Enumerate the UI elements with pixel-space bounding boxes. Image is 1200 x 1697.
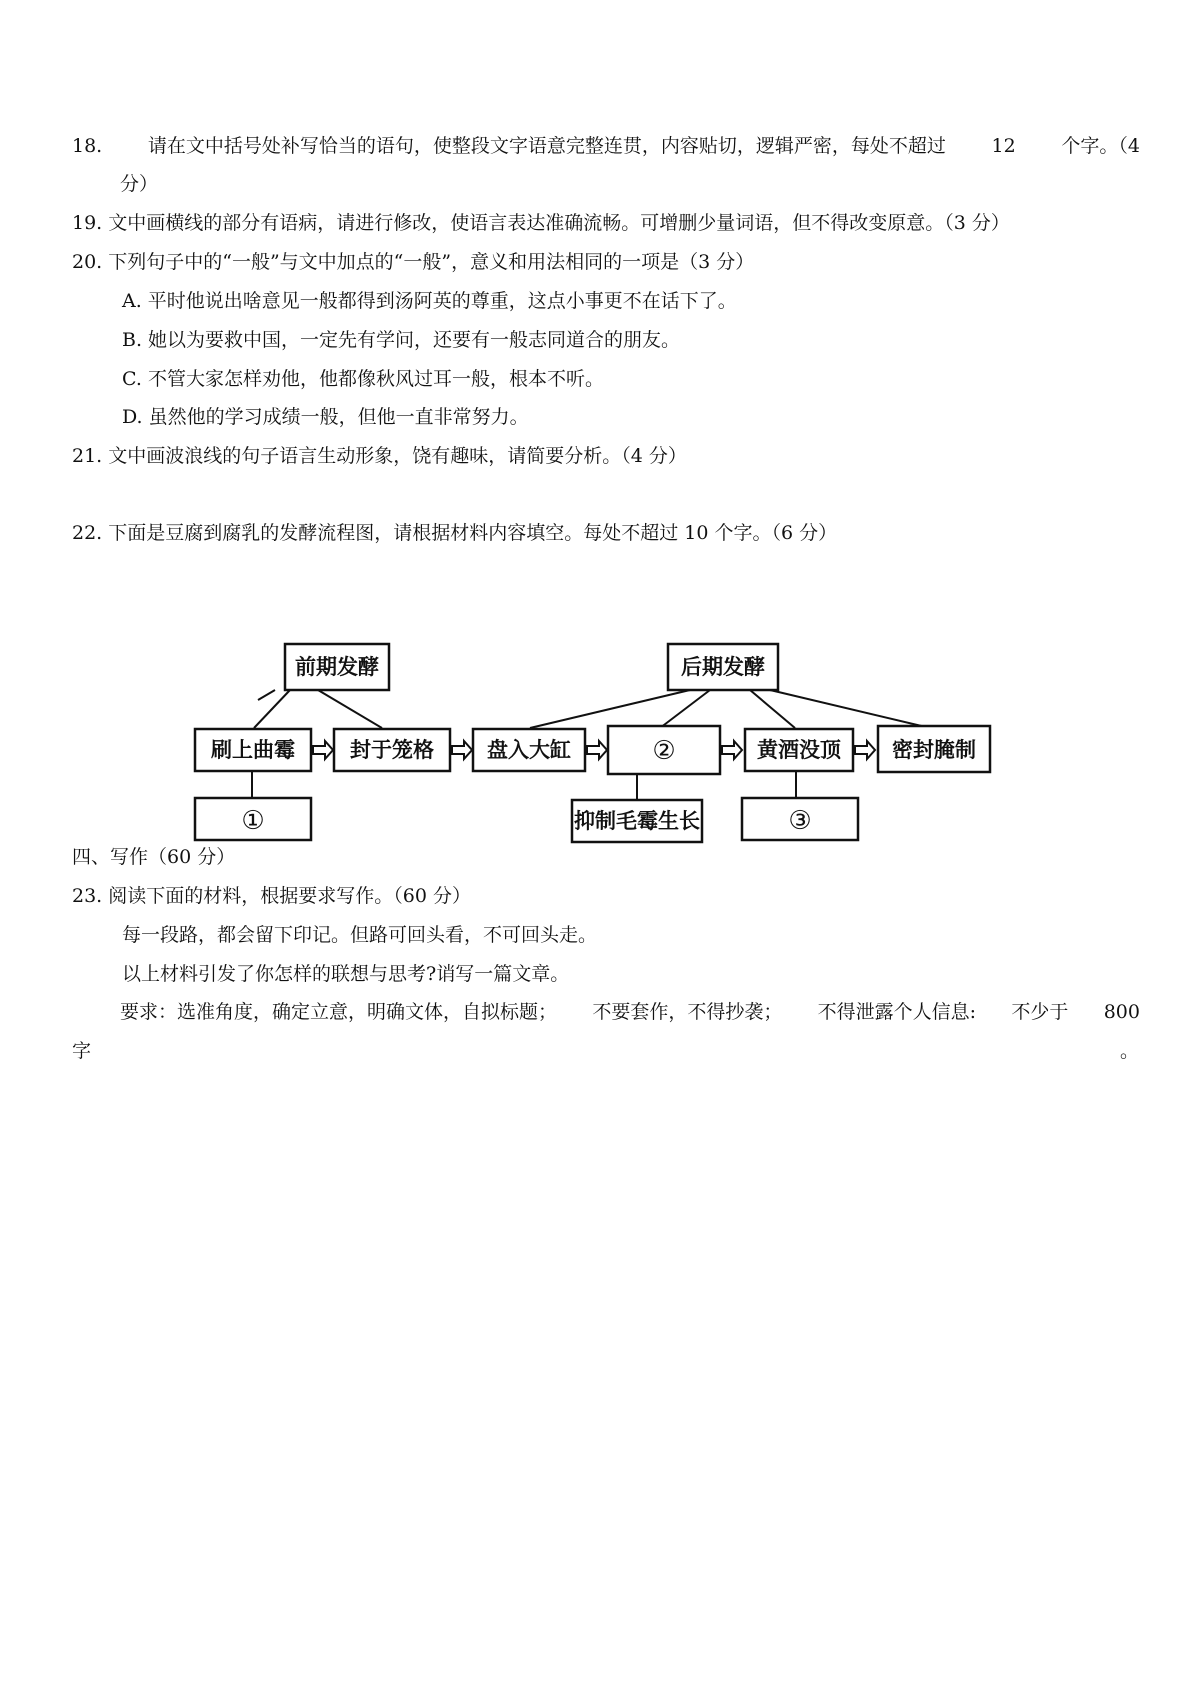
question-20-option-b: B. 她以为要救中国，一定先有学问，还要有一般志同道合的朋友。 bbox=[122, 329, 681, 351]
step-label: 刷上曲霉 bbox=[211, 738, 295, 762]
question-23-prompt: 以上材料引发了你怎样的联想与思考?诮写一篇文章。 bbox=[122, 963, 570, 985]
requirement-part: 800 bbox=[1103, 1001, 1140, 1023]
fermentation-flowchart bbox=[190, 638, 1070, 868]
connector-line bbox=[258, 690, 275, 700]
blank-1-label: ① bbox=[241, 806, 265, 836]
connector-line bbox=[318, 690, 382, 728]
connector-line bbox=[770, 690, 930, 728]
section-4-heading: 四、写作（60 分） bbox=[72, 846, 236, 868]
flow-arrow bbox=[587, 741, 607, 759]
q18-part: 个字。（4 bbox=[1061, 135, 1140, 157]
flow-arrow bbox=[313, 741, 333, 759]
question-18 bbox=[72, 134, 1140, 158]
requirements-continued: 字 bbox=[72, 1040, 92, 1062]
q18-part: 18. bbox=[72, 135, 103, 157]
blank-2-label: ② bbox=[652, 736, 676, 766]
flow-arrow bbox=[722, 741, 742, 759]
question-20-option-c: C. 不管大家怎样劝他，他都像秋风过耳一般，根本不听。 bbox=[122, 368, 604, 390]
question-18-continued: 分） bbox=[120, 173, 159, 195]
connector-line bbox=[750, 690, 795, 728]
question-23-requirements bbox=[120, 1000, 1140, 1024]
question-21: 21. 文中画波浪线的句子语言生动形象，饶有趣味，请简要分析。（4 分） bbox=[72, 445, 687, 467]
step-label: 黄酒没顶 bbox=[757, 738, 841, 762]
step-label: 盘入大缸 bbox=[487, 738, 571, 762]
requirement-part: 不得泄露个人信息: bbox=[817, 1001, 977, 1023]
inhibit-mold-label: 抑制毛霉生长 bbox=[574, 809, 700, 833]
requirement-part: 不要套作，不得抄袭； bbox=[592, 1001, 783, 1023]
requirement-part: 不少于 bbox=[1011, 1001, 1069, 1023]
requirements-end-punct: 。 bbox=[1120, 1040, 1140, 1062]
question-23-material: 每一段路，都会留下印记。但路可回头看，不可回头走。 bbox=[122, 924, 598, 946]
late-fermentation-label: 后期发酵 bbox=[681, 655, 765, 679]
q18-part: 12 bbox=[991, 135, 1016, 157]
flow-arrow bbox=[452, 741, 472, 759]
blank-3-label: ③ bbox=[788, 806, 812, 836]
question-22: 22. 下面是豆腐到腐乳的发酵流程图，请根据材料内容填空。每处不超过 10 个字。（6 分） bbox=[72, 522, 838, 544]
step-label: 密封腌制 bbox=[892, 738, 976, 762]
q18-part: 请在文中括号处补写恰当的语句，使整段文字语意完整连贯，内容贴切，逻辑严密，每处不超过 bbox=[147, 135, 946, 157]
connector-line bbox=[254, 690, 290, 728]
question-19: 19. 文中画横线的部分有语病，请进行修改，使语言表达准确流畅。可增删少量词语，但不得改变原意。（3 分） bbox=[72, 212, 1010, 234]
requirement-part: 要求：选准角度，确定立意，明确文体，自拟标题； bbox=[120, 1001, 558, 1023]
question-20-option-d: D. 虽然他的学习成绩一般，但他一直非常努力。 bbox=[122, 406, 529, 428]
early-fermentation-label: 前期发酵 bbox=[295, 655, 379, 679]
question-20-option-a: A. 平时他说出啥意见一般都得到汤阿英的尊重，这点小事更不在话下了。 bbox=[122, 290, 737, 312]
step-label: 封于笼格 bbox=[350, 738, 434, 762]
question-23-stem: 23. 阅读下面的材料，根据要求写作。（60 分） bbox=[72, 885, 471, 907]
flow-arrow bbox=[855, 741, 875, 759]
question-20-stem: 20. 下列句子中的“一般”与文中加点的“一般”，意义和用法相同的一项是（3 分） bbox=[72, 251, 755, 273]
